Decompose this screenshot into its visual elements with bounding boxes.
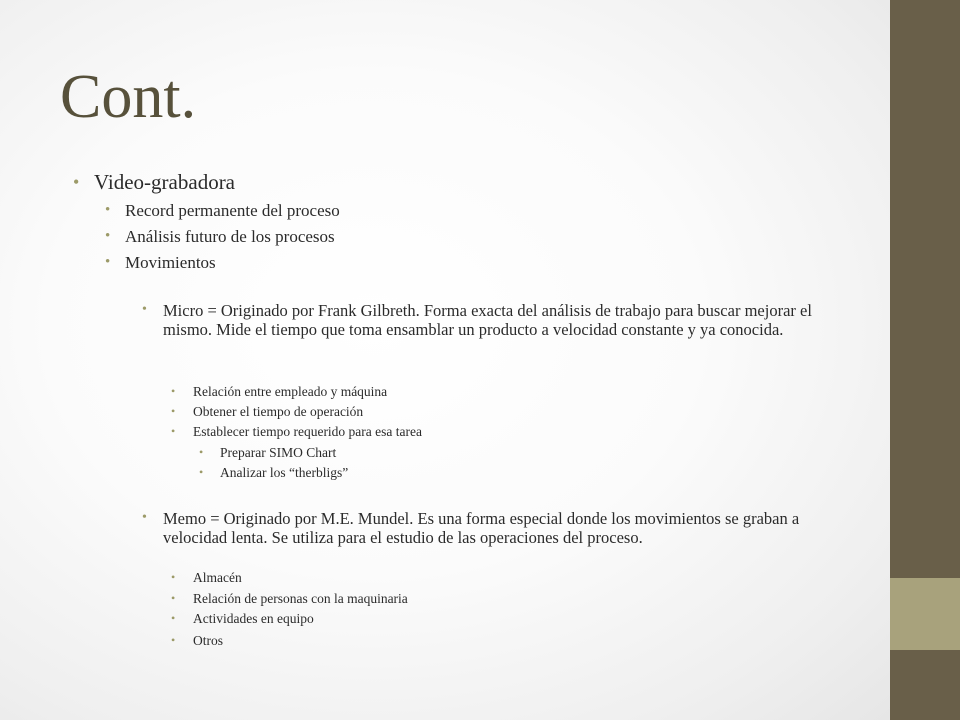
bullet-icon: • <box>171 424 176 438</box>
bullet-text: Preparar SIMO Chart <box>220 445 337 460</box>
bullet-item-video-grabadora <box>73 170 236 194</box>
bullet-item-movimientos <box>105 253 216 273</box>
bullet-icon: • <box>142 510 147 525</box>
bullet-text: Almacén <box>193 570 242 585</box>
right-decor-accent-block <box>890 578 960 650</box>
bullet-icon: • <box>171 591 176 605</box>
bullet-text: Micro = Originado por Frank Gilbreth. Forma exacta del análisis de trabajo para buscar mejorar el mismo. Mide el tiempo que toma ensamblar un producto a velocidad constante y ya conocida. <box>163 301 812 339</box>
bullet-text: Otros <box>193 633 223 648</box>
bullet-icon: • <box>171 404 176 418</box>
bullet-text: Record permanente del proceso <box>125 201 340 220</box>
bullet-icon: • <box>142 302 147 317</box>
bullet-text: Obtener el tiempo de operación <box>193 404 364 419</box>
bullet-text: Movimientos <box>125 253 216 272</box>
bullet-item-relacion-empleado <box>171 384 388 400</box>
bullet-icon: • <box>105 254 111 270</box>
bullet-item-memo <box>142 509 823 547</box>
bullet-item-otros <box>171 633 223 649</box>
bullet-text: Memo = Originado por M.E. Mundel. Es una forma especial donde los movimientos se graban a velocidad lenta. Se utiliza para el estudio de las operaciones del proceso. <box>163 509 800 547</box>
bullet-item-simo-chart <box>199 445 337 461</box>
bullet-text: Analizar los “therbligs” <box>220 465 349 480</box>
bullet-icon: • <box>199 445 204 459</box>
slide-title: Cont. <box>60 63 197 131</box>
bullet-text: Actividades en equipo <box>193 611 314 626</box>
bullet-icon: • <box>105 228 111 244</box>
bullet-text: Establecer tiempo requerido para esa tarea <box>193 424 422 439</box>
bullet-text: Relación de personas con la maquinaria <box>193 591 408 606</box>
bullet-icon: • <box>171 570 176 584</box>
bullet-text: Análisis futuro de los procesos <box>125 227 335 246</box>
bullet-text: Video-grabadora <box>94 170 236 194</box>
bullet-item-almacen <box>171 570 242 586</box>
bullet-text: Relación entre empleado y máquina <box>193 384 388 399</box>
bullet-item-relacion-personas <box>171 591 408 607</box>
bullet-icon: • <box>171 384 176 398</box>
bullet-item-record <box>105 201 340 221</box>
bullet-icon: • <box>73 172 80 192</box>
bullet-item-therbligs <box>199 465 349 481</box>
bullet-item-obtener-tiempo <box>171 404 364 420</box>
bullet-item-micro <box>142 301 823 339</box>
bullet-icon: • <box>199 465 204 479</box>
bullet-item-analisis <box>105 227 335 247</box>
bullet-icon: • <box>171 611 176 625</box>
bullet-icon: • <box>105 202 111 218</box>
bullet-item-establecer-tiempo <box>171 424 422 440</box>
right-decor-band <box>890 0 960 720</box>
bullet-icon: • <box>171 633 176 647</box>
bullet-item-actividades <box>171 611 314 627</box>
